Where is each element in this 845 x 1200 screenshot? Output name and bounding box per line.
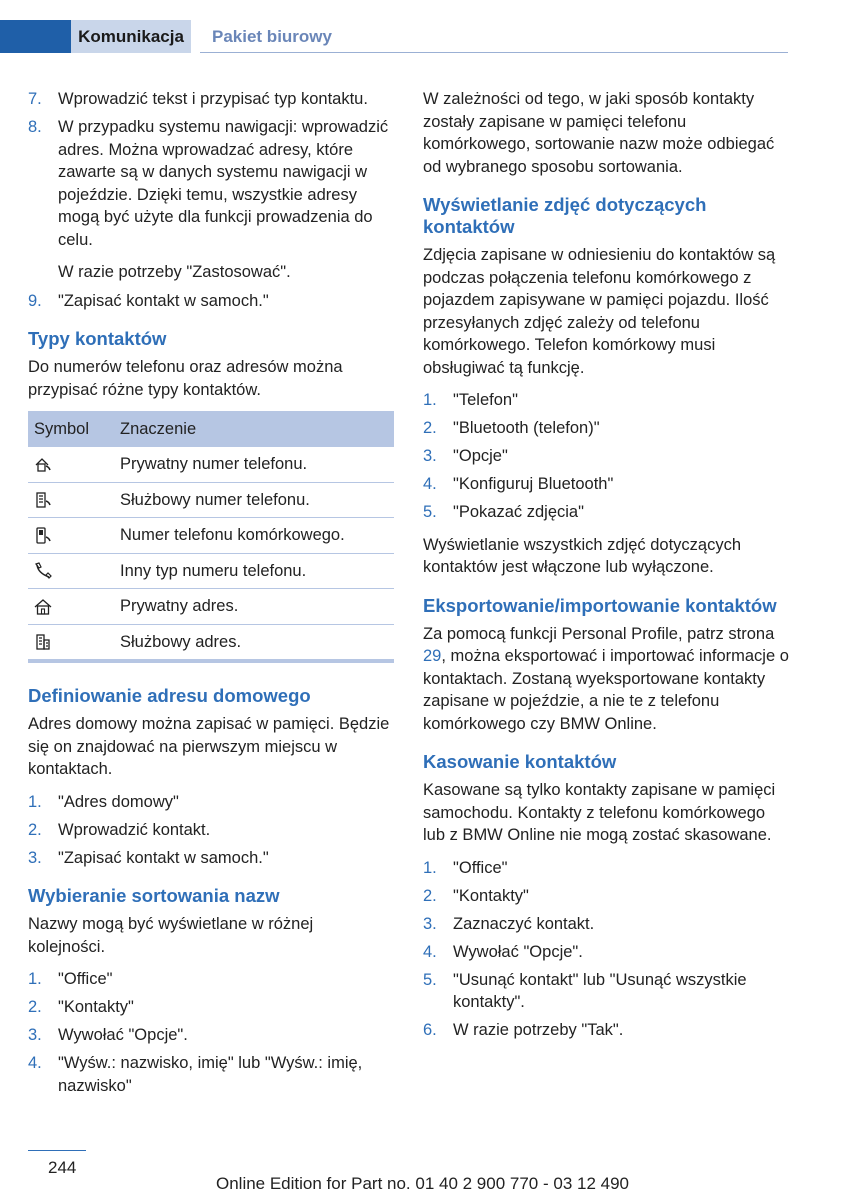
header-tab-pakiet-biurowy[interactable]: Pakiet biurowy: [212, 26, 332, 46]
other-phone-icon: [34, 562, 52, 580]
section-heading-home-address: Definiowanie adresu domowego: [28, 685, 311, 706]
home-address-icon: [34, 598, 52, 616]
page-link[interactable]: 29: [423, 647, 442, 665]
table-row: Inny typ numeru telefonu.: [28, 553, 394, 589]
delete-text: Kasowane są tylko kontakty zapisane w pamięci samochodu. Kontakty z telefonu komórkowego lub z BMW Online nie mogą zostać skasowane.: [423, 781, 776, 844]
sorting-steps: [28, 968, 394, 1097]
step-note: W razie potrzeby "Zastosować".: [58, 263, 291, 281]
list-item: 5. "Usunąć kontakt" lub "Usunąć wszystkie kontakty".: [423, 970, 747, 1011]
contact-types-table: [28, 411, 394, 663]
list-item: 3. "Zapisać kontakt w samoch.": [28, 848, 269, 867]
list-item: 9. "Zapisać kontakt w samoch.": [28, 291, 269, 310]
header-divider: [200, 52, 788, 53]
sorting-note: W zależności od tego, w jaki sposób kontakty zostały zapisane w pamięci telefonu komórkowego, sortowanie nazw może odbiegać od wybranego sposobu sortowania.: [423, 90, 775, 176]
section-heading-delete: Kasowanie kontaktów: [423, 751, 617, 772]
list-item: 4. "Wyśw.: nazwisko, imię" lub "Wyśw.: imię, nazwisko": [28, 1054, 363, 1095]
photos-steps: [423, 389, 791, 524]
list-item: 3. Wywołać "Opcje".: [28, 1026, 188, 1044]
list-item: 1. "Office": [28, 970, 113, 988]
table-row: Prywatny numer telefonu.: [28, 447, 394, 482]
header-tab-komunikacja[interactable]: Komunikacja: [71, 20, 191, 53]
list-item: 1. "Adres domowy": [28, 792, 179, 811]
photos-after-text: Wyświetlanie wszystkich zdjęć dotyczących kontaktów jest włączone lub wyłączone.: [423, 535, 742, 576]
photos-text: Zdjęcia zapisane w odniesieniu do kontaktów są podczas połączenia telefonu komórkowego z pojazdem zapisywane w pamięci pojazdu. Ilość przesyłanych zdjęć zależy od telefonu komórkowego. Telefon komórkowy musi obsługiwać tą funkcję.: [423, 246, 776, 377]
list-item: 4. "Konfiguruj Bluetooth": [423, 475, 614, 493]
list-item: 2. "Kontakty": [28, 998, 134, 1016]
delete-steps: [423, 857, 791, 1042]
list-item: 3. "Opcje": [423, 447, 508, 465]
business-phone-icon: [34, 491, 52, 509]
header-color-strip: [0, 20, 71, 53]
table-row: Służbowy adres.: [28, 624, 394, 661]
types-intro: Do numerów telefonu oraz adresów można przypisać różne typy kontaktów.: [28, 358, 343, 399]
list-item: 7. Wprowadzić tekst i przypisać typ kontaktu.: [28, 90, 368, 108]
export-text: Za pomocą funkcji Personal Profile, patrz strona 29, można eksportować i importować informacje o kontaktach. Zostaną wyeksportowane kontakty zapisane w pojeździe, a nie te z telefonu komórkowego czy BMW Online.: [423, 624, 789, 733]
edition-note: Online Edition for Part no. 01 40 2 900 770 - 03 12 490: [215, 1174, 629, 1193]
list-item: 5. "Pokazać zdjęcia": [423, 503, 584, 521]
page-number: 244: [48, 1158, 77, 1177]
list-item: 2. Wprowadzić kontakt.: [28, 820, 211, 839]
list-item: 8. W przypadku systemu nawigacji: wprowadzić adres. Można wprowadzać adresy, które zawarte są w danych systemu nawigacji w pojeździe. Dzięki temu, wszystkie adresy mogą być użyte dla funkcji prowadzenia do celu.: [28, 118, 389, 249]
table-row: Służbowy numer telefonu.: [28, 482, 394, 518]
right-column: [423, 88, 791, 1052]
list-item: 2. "Kontakty": [423, 886, 529, 905]
section-heading-photos: Wyświetlanie zdjęć dotyczących kontaktów: [423, 194, 707, 237]
list-item: 1. "Office": [423, 858, 508, 877]
list-item: 3. Zaznaczyć kontakt.: [423, 914, 595, 933]
steps-list-step9: [28, 290, 394, 313]
list-item: 4. Wywołać "Opcje".: [423, 942, 583, 961]
left-column: [28, 88, 394, 1107]
steps-list-top: [28, 88, 394, 251]
table-header-row: [28, 411, 394, 447]
home-phone-icon: [34, 456, 52, 474]
mobile-phone-icon: [34, 527, 52, 545]
list-item: 6. W razie potrzeby "Tak".: [423, 1021, 624, 1039]
sorting-text: Nazwy mogą być wyświetlane w różnej kolejności.: [28, 915, 314, 956]
table-row: Numer telefonu komórkowego.: [28, 518, 394, 554]
section-heading-export: Eksportowanie/importowanie kontaktów: [423, 594, 777, 616]
list-item: 1. "Telefon": [423, 391, 518, 409]
page-header: [0, 20, 845, 53]
table-row: Prywatny adres.: [28, 589, 394, 625]
list-item: 2. "Bluetooth (telefon)": [423, 419, 600, 437]
business-address-icon: [34, 633, 52, 651]
section-heading-sorting: Wybieranie sortowania nazw: [28, 885, 280, 906]
section-heading-types: Typy kontaktów: [28, 328, 167, 349]
column-header-meaning: Znaczenie: [114, 411, 394, 447]
footer-divider: [28, 1150, 86, 1151]
column-header-symbol: Symbol: [28, 411, 114, 447]
home-address-steps: [28, 791, 394, 870]
home-address-text: Adres domowy można zapisać w pamięci. Będzie się on znajdować na pierwszym miejscu w kontaktach.: [28, 715, 390, 778]
